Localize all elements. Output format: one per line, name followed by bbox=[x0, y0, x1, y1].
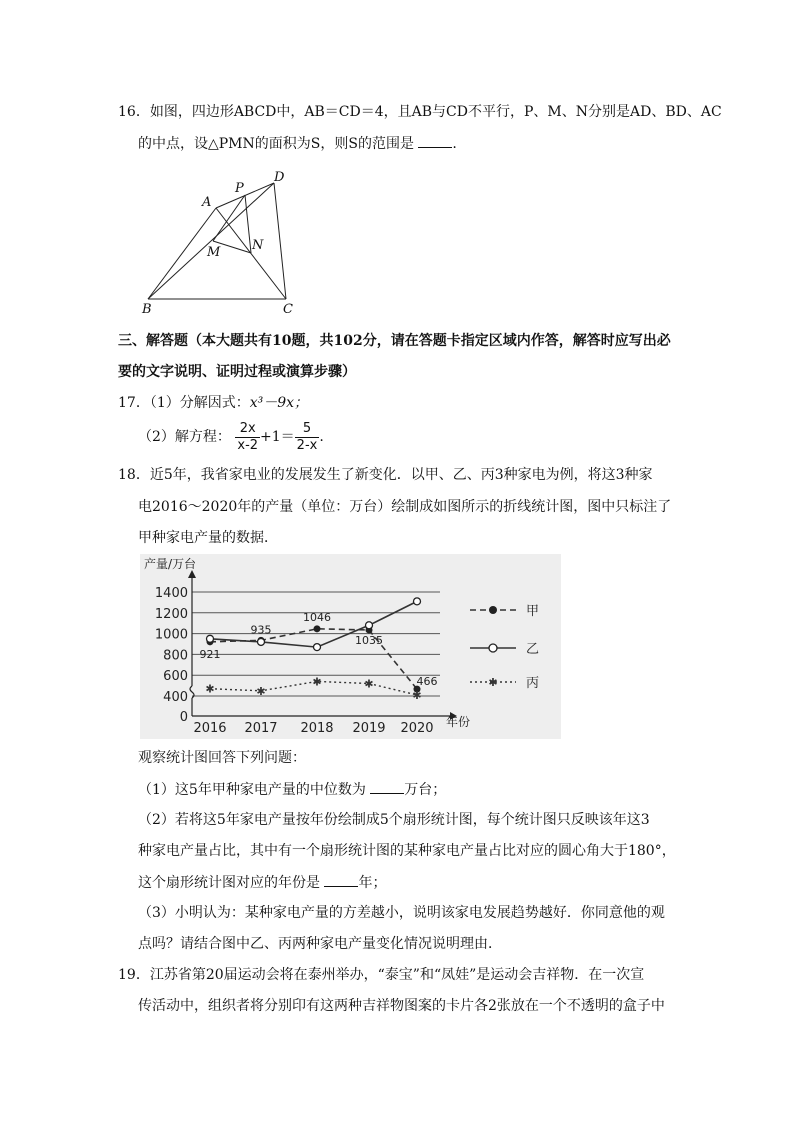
q16-period: . bbox=[452, 136, 457, 152]
q18-sub2-line1: （2）若将这5年家电产量按年份绘制成5个扇形统计图，每个统计图只反映该年这3 bbox=[138, 812, 650, 828]
point-乙-2016 bbox=[207, 635, 214, 642]
label-P: P bbox=[235, 181, 244, 196]
x-axis-title: 年份 bbox=[446, 715, 471, 729]
point-甲-2018 bbox=[314, 625, 321, 632]
segment-DC bbox=[274, 183, 286, 299]
fraction-2-numerator: 5 bbox=[302, 420, 312, 436]
y-tick-1000: 1000 bbox=[154, 627, 188, 643]
x-tick-2020: 2020 bbox=[400, 721, 434, 736]
section3-heading-line1: 三、解答题（本大题共有10题，共102分，请在答题卡指定区域内作答，解答时应写出必 bbox=[118, 333, 671, 349]
q18-line3: 甲种家电产量的数据． bbox=[138, 530, 278, 546]
data-label-甲-2020: 466 bbox=[416, 675, 438, 689]
q16-answer-blank bbox=[418, 133, 452, 148]
q18-sub1-unit: 万台； bbox=[404, 782, 447, 798]
q16-line2 bbox=[138, 133, 457, 154]
legend-label-丙: 丙 bbox=[526, 676, 540, 691]
quadrilateral-figure bbox=[138, 166, 298, 316]
legend-label-乙: 乙 bbox=[526, 642, 540, 657]
q18-sub3-line1: （3）小明认为：某种家电产量的方差越小，说明该家电发展趋势越好．你同意他的观 bbox=[138, 905, 665, 921]
point-乙-2019 bbox=[366, 622, 373, 629]
line-chart bbox=[140, 554, 561, 739]
y-tick-600: 600 bbox=[163, 669, 188, 685]
q17-part1-expression: x³－9x； bbox=[249, 395, 309, 411]
label-C: C bbox=[283, 302, 293, 316]
legend-label-甲: 甲 bbox=[526, 604, 540, 619]
point-乙-2017 bbox=[258, 638, 265, 645]
q18-sub1-text: （1）这5年甲种家电产量的中位数为 bbox=[138, 782, 366, 798]
q18-sub2-line3 bbox=[138, 872, 386, 893]
q19-line1: 19．江苏省第20届运动会将在泰州举办，“泰宝”和“凤娃”是运动会吉祥物．在一次宣 bbox=[118, 967, 645, 983]
q18-sub3-line2: 点吗？请结合图中乙、丙两种家电产量变化情况说明理由． bbox=[138, 936, 502, 952]
q18-line1: 18．近5年，我省家电业的发展发生了新变化．以甲、乙、丙3种家电为例，将这3种家 bbox=[118, 467, 653, 483]
y-tick-800: 800 bbox=[163, 648, 188, 664]
data-label-甲-2016: 921 bbox=[199, 647, 221, 661]
label-D: D bbox=[274, 170, 285, 185]
series-line-乙 bbox=[210, 601, 417, 647]
q16-line1: 16．如图，四边形ABCD中，AB＝CD＝4，且AB与CD不平行，P、M、N分别是AD、BD、AC bbox=[118, 104, 722, 120]
legend-marker-乙 bbox=[489, 644, 497, 652]
fraction-1-denominator: x-2 bbox=[237, 437, 259, 453]
q18-sub1-blank bbox=[370, 779, 404, 794]
q18-sub2-suffix: 年； bbox=[358, 875, 387, 891]
point-乙-2020 bbox=[414, 598, 421, 605]
y-tick-400: 400 bbox=[163, 690, 188, 705]
label-B: B bbox=[142, 302, 152, 316]
point-丙-2018: ✱ bbox=[312, 675, 322, 689]
x-tick-2017: 2017 bbox=[244, 721, 278, 736]
q17-part1 bbox=[118, 393, 308, 413]
segment-PN bbox=[245, 195, 251, 253]
data-label-甲-2018: 1046 bbox=[303, 610, 331, 624]
q18-line2: 电2016～2020年的产量（单位：万台）绘制成如图所示的折线统计图，图中只标注了 bbox=[138, 499, 672, 515]
q17-part2-prefix: （2）解方程： bbox=[138, 429, 231, 445]
legend-marker-丙: ✱ bbox=[488, 676, 498, 689]
x-tick-2016: 2016 bbox=[193, 721, 227, 736]
y-axis-title: 产量/万台 bbox=[144, 557, 197, 571]
point-丙-2017: ✱ bbox=[256, 684, 266, 698]
q18-sub1 bbox=[138, 779, 446, 800]
label-A: A bbox=[202, 195, 212, 210]
y-tick-1400: 1400 bbox=[154, 586, 188, 601]
q18-sub2-text: 这个扇形统计图对应的年份是 bbox=[138, 875, 320, 891]
point-乙-2018 bbox=[314, 644, 321, 651]
x-tick-2019: 2019 bbox=[352, 721, 386, 736]
q18-sub2-blank bbox=[324, 872, 358, 887]
line-chart-svg bbox=[140, 554, 561, 739]
fraction-1-numerator: 2x bbox=[239, 420, 256, 436]
label-N: N bbox=[252, 238, 264, 253]
q17-part2 bbox=[138, 420, 324, 454]
data-label-甲-2019: 1035 bbox=[355, 633, 383, 647]
segment-AB bbox=[148, 208, 216, 299]
q19-line2: 传活动中，组织者将分别印有这两种吉祥物图案的卡片各2张放在一个不透明的盒子中 bbox=[138, 998, 665, 1014]
data-label-甲-2017: 935 bbox=[250, 623, 272, 637]
fraction-2 bbox=[295, 421, 320, 454]
point-丙-2020: ✱ bbox=[412, 688, 422, 702]
q16-line2-text: 的中点，设△PMN的面积为S，则S的范围是 bbox=[138, 136, 414, 152]
q18-intro: 观察统计图回答下列问题： bbox=[138, 750, 306, 766]
y-tick-0: 0 bbox=[179, 710, 188, 725]
y-axis-arrow bbox=[188, 570, 196, 578]
legend-marker-甲 bbox=[489, 606, 497, 614]
point-丙-2016: ✱ bbox=[205, 682, 215, 696]
fraction-1 bbox=[235, 421, 260, 454]
y-tick-1200: 1200 bbox=[154, 606, 188, 622]
section3-heading-line2: 要的文字说明、证明过程或演算步骤） bbox=[118, 364, 356, 380]
point-丙-2019: ✱ bbox=[364, 677, 374, 691]
q17-period: . bbox=[319, 429, 324, 445]
label-M: M bbox=[207, 245, 221, 260]
q17-equation-middle: +1＝ bbox=[260, 429, 295, 445]
fraction-2-denominator: 2-x bbox=[296, 437, 318, 453]
q17-part1-prefix: 17．（1）分解因式： bbox=[118, 395, 250, 411]
x-tick-2018: 2018 bbox=[300, 721, 334, 736]
q18-sub2-line2: 种家电产量占比，其中有一个扇形统计图的某种家电产量占比对应的圆心角大于180°， bbox=[138, 843, 676, 859]
